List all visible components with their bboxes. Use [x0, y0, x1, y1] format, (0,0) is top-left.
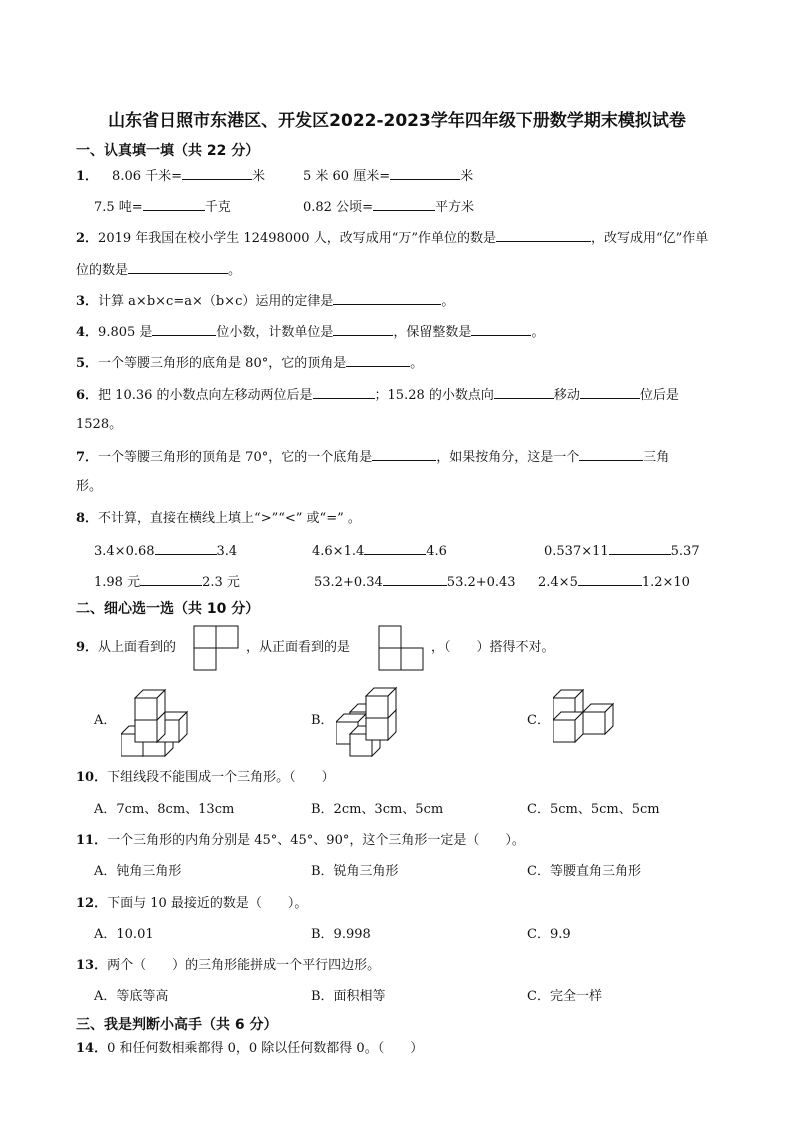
q11-text: 一个三角形的内角分别是 45°、45°、90°，这个三角形一定是（ ）。: [107, 833, 525, 848]
q6-text-2: ；15.28 的小数点向: [374, 388, 494, 403]
q1-number: 1．: [76, 169, 99, 184]
question-9: [76, 639, 176, 657]
q10-number: 10．: [76, 770, 108, 785]
question-4: [76, 322, 544, 342]
q9-option-b[interactable]: B．: [311, 713, 334, 728]
question-2-cont: [76, 260, 241, 280]
q1-unit-4: 平方米: [434, 200, 474, 215]
q8-compare-3: [544, 541, 700, 561]
answer-blank[interactable]: [140, 572, 202, 586]
q13-option-a[interactable]: A．等底等高: [94, 989, 169, 1004]
q1-part-4: [303, 197, 474, 217]
answer-blank[interactable]: [383, 572, 447, 586]
q1-item-1: 8.06 千米=: [112, 169, 183, 184]
answer-blank[interactable]: [364, 541, 426, 555]
q8-compare-5: [314, 572, 516, 592]
answer-blank[interactable]: [471, 322, 531, 336]
q8-left: 1.98 元: [94, 575, 141, 590]
q1-part-3: [94, 197, 231, 217]
answer-blank[interactable]: [333, 291, 441, 305]
q6-text: 把 10.36 的小数点向左移动两位后是: [98, 388, 313, 403]
question-6-cont: 1528。: [76, 417, 123, 432]
question-2: [76, 228, 708, 248]
question-7-cont: 形。: [76, 479, 103, 494]
q2-number: 2．: [76, 231, 99, 246]
q14-number: 14．: [76, 1041, 108, 1056]
section-2-heading: 二、细心选一选（共 10 分）: [76, 601, 260, 617]
answer-blank[interactable]: [494, 385, 554, 399]
question-13: [76, 957, 380, 975]
q8-right: 1.2×10: [641, 575, 690, 590]
q9-number: 9．: [76, 640, 99, 655]
q6-text-4: 位后是: [639, 388, 679, 403]
q11-option-b[interactable]: B．锐角三角形: [311, 864, 399, 879]
q8-compare-6: [538, 572, 690, 592]
front-view-figure: [378, 625, 426, 671]
top-view-figure: [193, 625, 241, 671]
q10-option-c[interactable]: C．5cm、5cm、5cm: [527, 802, 660, 817]
q8-right: 4.6: [426, 544, 447, 559]
question-10: [76, 769, 335, 787]
q2-text: 2019 年我国在校小学生 12498000 人，改写成用“万”作单位的数是: [98, 231, 496, 246]
q1-part-2: [303, 166, 473, 186]
q6-text-3: 移动: [553, 388, 580, 403]
q8-compare-2: [312, 541, 447, 561]
cube-stack-b: [336, 686, 406, 758]
q12-option-b[interactable]: B．9.998: [311, 927, 371, 942]
q8-right: 53.2+0.43: [446, 575, 516, 590]
answer-blank[interactable]: [128, 260, 228, 274]
answer-blank[interactable]: [390, 166, 460, 180]
q5-text: 一个等腰三角形的底角是 80°，它的顶角是: [98, 356, 347, 371]
q8-text: 不计算，直接在横线上填上“>”“<” 或“=” 。: [98, 511, 361, 526]
q1-item-3: 7.5 吨=: [94, 200, 143, 215]
q9-option-a[interactable]: A．: [94, 713, 117, 728]
q8-right: 3.4: [216, 544, 238, 559]
q7-text-3: 三角: [643, 450, 670, 465]
question-14: [76, 1040, 423, 1058]
q8-left: 53.2+0.34: [314, 575, 383, 590]
q2-text-2: ，改写成用“亿”作单: [591, 231, 709, 246]
q2-text-3: 位的数是: [76, 263, 129, 278]
q3-number: 3．: [76, 294, 99, 309]
q13-option-b[interactable]: B．面积相等: [311, 989, 386, 1004]
q12-option-a[interactable]: A．10.01: [94, 927, 154, 942]
q5-text-2: 。: [410, 356, 424, 371]
q5-number: 5．: [76, 356, 99, 371]
section-1-heading: 一、认真填一填（共 22 分）: [76, 143, 260, 159]
answer-blank[interactable]: [346, 353, 410, 367]
cube-stack-a: [121, 688, 191, 758]
q1-unit-1: 米: [252, 169, 266, 184]
q13-text: 两个（ ）的三角形能拼成一个平行四边形。: [107, 958, 381, 973]
q8-right: 2.3 元: [202, 575, 240, 590]
q6-number: 6．: [76, 388, 99, 403]
q11-option-a[interactable]: A．钝角三角形: [94, 864, 182, 879]
q1-unit-3: 千克: [204, 200, 231, 215]
q4-number: 4．: [76, 325, 99, 340]
q8-compare-4: [94, 572, 240, 592]
q14-text: 0 和任何数相乘都得 0，0 除以任何数都得 0。（ ）: [107, 1041, 424, 1056]
answer-blank[interactable]: [609, 541, 671, 555]
q8-left: 4.6×1.4: [312, 544, 365, 559]
q4-text-2: 位小数，计数单位是: [216, 325, 334, 340]
answer-blank[interactable]: [578, 572, 642, 586]
answer-blank[interactable]: [333, 322, 393, 336]
q4-text: 9.805 是: [98, 325, 153, 340]
q4-text-3: ，保留整数是: [393, 325, 472, 340]
question-8: [76, 510, 361, 528]
question-5: [76, 353, 423, 373]
q1-item-2: 5 米 60 厘米=: [303, 169, 391, 184]
q13-number: 13．: [76, 958, 108, 973]
answer-blank[interactable]: [152, 322, 216, 336]
q11-number: 11．: [76, 833, 108, 848]
q13-option-c[interactable]: C．完全一样: [527, 989, 602, 1004]
question-1: [76, 166, 265, 186]
answer-blank[interactable]: [313, 385, 375, 399]
q7-text-2: ，如果按角分，这是一个: [436, 450, 580, 465]
q7-text: 一个等腰三角形的顶角是 70°，它的一个底角是: [98, 450, 373, 465]
q1-unit-2: 米: [460, 169, 474, 184]
q10-option-b[interactable]: B．2cm、3cm、5cm: [311, 802, 444, 817]
q12-text: 下面与 10 最接近的数是（ ）。: [107, 896, 308, 911]
answer-blank[interactable]: [496, 228, 591, 242]
q4-text-4: 。: [531, 325, 545, 340]
q8-left: 0.537×11: [544, 544, 609, 559]
exam-title: 山东省日照市东港区、开发区2022-2023学年四年级下册数学期末模拟试卷: [108, 111, 686, 131]
question-12: [76, 895, 307, 913]
answer-blank[interactable]: [579, 447, 643, 461]
answer-blank[interactable]: [372, 447, 436, 461]
q8-left: 2.4×5: [538, 575, 578, 590]
q8-left: 3.4×0.68: [94, 544, 155, 559]
q7-number: 7．: [76, 450, 99, 465]
cube-stack-c: [553, 688, 623, 758]
q8-compare-1: [94, 541, 237, 561]
q2-text-4: 。: [228, 263, 242, 278]
question-11: [76, 832, 525, 850]
q8-right: 5.37: [670, 544, 700, 559]
question-6: [76, 385, 679, 405]
answer-blank[interactable]: [580, 385, 640, 399]
question-3: [76, 291, 454, 311]
q1-item-4: 0.82 公顷=: [303, 200, 373, 215]
q9-text-2: ，从正面看到的是: [246, 640, 351, 655]
q10-option-a[interactable]: A．7cm、8cm、13cm: [94, 802, 235, 817]
answer-blank[interactable]: [143, 197, 205, 211]
q3-text-2: 。: [441, 294, 455, 309]
question-7: [76, 447, 669, 467]
q3-text: 计算 a×b×c=a×（b×c）运用的定律是: [98, 294, 334, 309]
q11-option-c[interactable]: C．等腰直角三角形: [527, 864, 641, 879]
answer-blank[interactable]: [373, 197, 435, 211]
q12-option-c[interactable]: C．9.9: [527, 927, 571, 942]
answer-blank[interactable]: [155, 541, 217, 555]
q9-text: 从上面看到的: [98, 640, 177, 655]
q10-text: 下组线段不能围成一个三角形。（ ）: [107, 770, 335, 785]
q9-option-c[interactable]: C．: [527, 713, 550, 728]
q12-number: 12．: [76, 896, 108, 911]
q9-text-3: ，（ ）搭得不对。: [431, 640, 555, 655]
answer-blank[interactable]: [182, 166, 252, 180]
q8-number: 8．: [76, 511, 99, 526]
section-3-heading: 三、我是判断小高手（共 6 分）: [76, 1017, 278, 1033]
